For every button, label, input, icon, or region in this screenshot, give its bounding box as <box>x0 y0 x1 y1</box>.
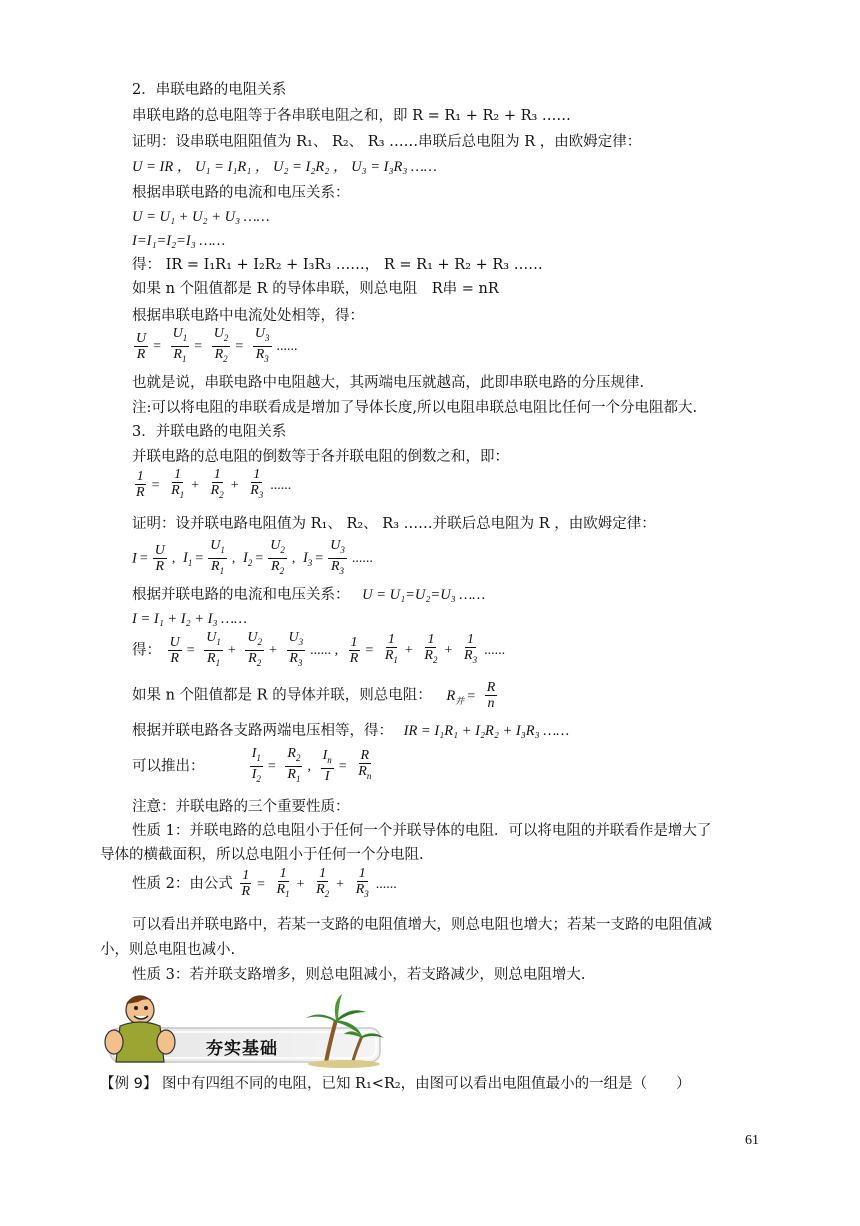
series-ratio-eq: $\frac{U}{R}$ = $\frac{U_1}{R_1}$ = $\frac{U_2}{R_2}$ = $\frac{U_3}{R_3}$ ...... <box>136 326 298 364</box>
parallel-ohm-eq: I = $\frac{U}{R}$ , $I_1$ = $\frac{U_1}{R_1}$ , $I_2$ = $\frac{U_2}{R_2}$ , $I_3$ = $\frac{U_3}{R_3}$ ...... <box>132 538 373 576</box>
series-divider-rule: 也就是说，串联电路中电阻越大，其两端电压就越高，此即串联电路的分压规律. <box>132 375 645 391</box>
example-label: 【例 9】 <box>100 1076 158 1092</box>
parallel-relation-intro <box>132 585 485 605</box>
property-2-line3: 小，则总电阻也减小. <box>100 942 236 958</box>
example-text: 图中有四组不同的电阻，已知 R₁<R₂，由图可以看出电阻值最小的一组是（ ） <box>161 1076 691 1092</box>
series-current-intro: 根据串联电路中电流处处相等，得： <box>132 308 364 324</box>
parallel-derivation: 可以推出： $\frac{I_1}{I_2}$ = $\frac{R_2}{R_1}$ , $\frac{I_n}{I}$ = $\frac{R}{R_n}$ <box>132 746 372 785</box>
parallel-voltage-intro <box>132 721 569 741</box>
parallel-current-sum: I = I₁ + I₂ + I₃ …… <box>132 611 247 627</box>
series-note: 注:可以将电阻的串联看成是增加了导体长度,所以电阻串联总电阻比任何一个分电阻都大. <box>132 400 698 416</box>
parallel-voltage-text: 根据并联电路各支路两端电压相等，得： <box>132 723 393 739</box>
section-3-title: 3．并联电路的电阻关系 <box>132 424 287 440</box>
parallel-rule: 并联电路的总电阻的倒数等于各并联电阻的倒数之和，即： <box>132 449 509 465</box>
property-1-line1: 性质 1：并联电路的总电阻小于任何一个并联导体的电阻．可以将电阻的并联看作是增大了 <box>132 823 712 839</box>
parallel-n-text: 如果 n 个阻值都是 R 的导体并联，则总电阻： <box>132 687 432 704</box>
example-9 <box>100 1074 691 1094</box>
note-title: 注意：并联电路的三个重要性质： <box>132 799 350 815</box>
parallel-proof-intro: 证明：设并联电路电阻值为 R₁、 R₂、 R₃ ……并联后总电阻为 R ，由欧姆定律： <box>132 516 656 532</box>
banner-title: 夯实基础 <box>206 1039 278 1059</box>
parallel-ir-eq: IR = I₁R₁ + I₂R₂ + I₃R₃ …… <box>403 723 570 739</box>
parallel-n-resistors: 如果 n 个阻值都是 R 的导体并联，则总电阻： $R_并$ = $\frac{R}{n}$ <box>132 680 496 711</box>
parallel-relation-text: 根据并联电路的电流和电压关系： <box>132 587 350 603</box>
series-rule: 串联电路的总电阻等于各串联电阻之和，即 R = R₁ + R₂ + R₃ …… <box>132 108 571 124</box>
series-proof-intro: 证明：设串联电阻阻值为 R₁、 R₂、 R₃ ……串联后总电阻为 R ，由欧姆定律： <box>132 134 642 150</box>
ohm-law-eq: U = IR ， U₁ = I₁R₁ ， U₂ = I₂R₂ ， U₃ = I₃R₃ …… <box>132 159 437 175</box>
parallel-reciprocal-eq: $\frac{1}{R}$ = $\frac{1}{R_1}$ + $\frac{1}{R_2}$ + $\frac{1}{R_3}$ ...... <box>136 467 292 501</box>
parallel-result-eq: 得： $\frac{U}{R}$ = $\frac{U_1}{R_1}$ + $\frac{U_2}{R_2}$ + $\frac{U_3}{R_3}$ ...... , $\frac{1}{R}$ = $\frac{1}{R_1}$ + $\frac{1}{R_2}$ + $\frac{1}{R_3}$ ...... <box>132 630 506 668</box>
property-2-label: 性质 2：由公式 <box>132 875 233 892</box>
page-number: 61 <box>745 1133 759 1148</box>
property-1-line2: 导体的横截面积，所以总电阻小于任何一个分电阻. <box>100 847 424 863</box>
voltage-sum-eq: U = U₁ + U₂ + U₃ …… <box>132 209 270 225</box>
section-banner <box>100 992 386 1068</box>
property-2-formula: 性质 2：由公式 $\frac{1}{R}$ = $\frac{1}{R_1}$ + $\frac{1}{R_2}$ + $\frac{1}{R_3}$ ...... <box>132 866 397 900</box>
derivation-label: 可以推出： <box>132 758 205 775</box>
current-eq: I=I₁=I₂=I₃ …… <box>132 233 226 249</box>
series-result-eq: 得： IR = I₁R₁ + I₂R₂ + I₃R₃ ……， R = R₁ + R₂ + R₃ …… <box>132 257 543 273</box>
property-3: 性质 3：若并联支路增多，则总电阻减小，若支路减少，则总电阻增大. <box>132 967 586 983</box>
series-n-resistors: 如果 n 个阻值都是 R 的导体串联，则总电阻 R串 = nR <box>132 281 499 297</box>
parallel-voltage-eq: U = U₁=U₂=U₃ …… <box>362 587 486 603</box>
section-2-title: 2．串联电路的电阻关系 <box>132 82 287 98</box>
property-2-line2: 可以看出并联电路中，若某一支路的电阻值增大，则总电阻也增大；若某一支路的电阻值减 <box>132 917 712 933</box>
series-relation-intro: 根据串联电路的电流和电压关系： <box>132 185 350 201</box>
result-label: 得： <box>132 642 161 659</box>
